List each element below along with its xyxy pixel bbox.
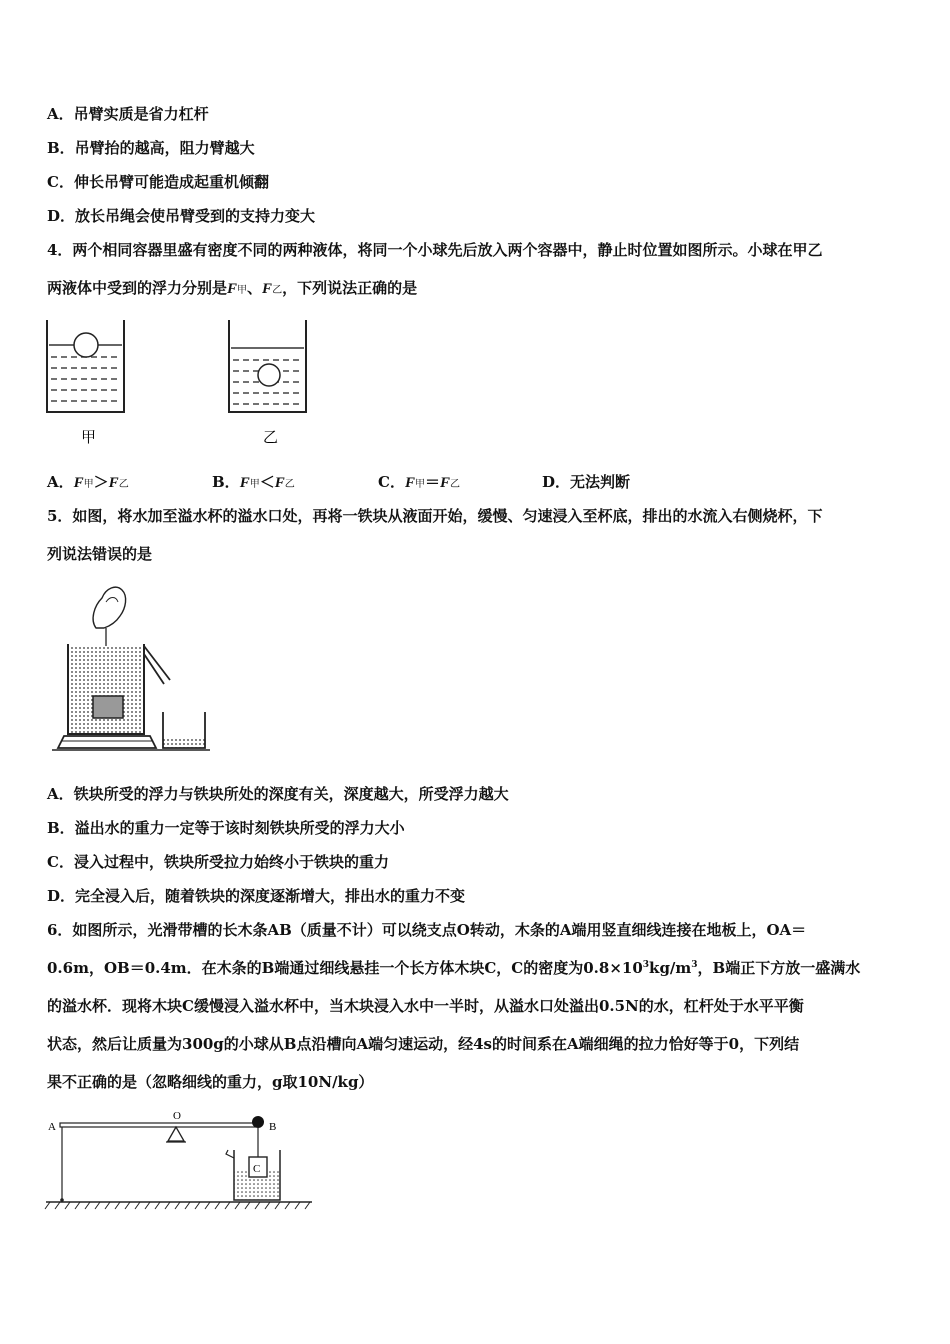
- lever-ab: [60, 1123, 258, 1127]
- label-b: B: [269, 1121, 277, 1133]
- q5-option-c: C．浸入过程中，铁块所受拉力始终小于铁块的重力: [47, 853, 389, 871]
- q3-option-d: D．放长吊绳会使吊臂受到的支持力变大: [47, 207, 316, 225]
- q4-stem-line1: 4．两个相同容器里盛有密度不同的两种液体，将同一个小球先后放入两个容器中，静止时位置如图所示。小球在甲乙: [47, 241, 823, 259]
- q5-option-d: D．完全浸入后，随着铁块的深度逐渐增大，排出水的重力不变: [47, 887, 466, 905]
- q5-overflow-cup-figure: [50, 578, 215, 758]
- q6-lever-figure: [44, 1110, 319, 1215]
- label-o: O: [173, 1110, 181, 1122]
- q4-option-c: C．F甲＝F乙: [378, 473, 460, 491]
- figure-label-jia: 甲: [81, 428, 97, 446]
- ball-yi: [258, 364, 280, 386]
- q4-figure-yi: [227, 318, 312, 448]
- q4-option-d: D．无法判断: [542, 473, 631, 491]
- q6-stem-line4: 状态，然后让质量为300g的小球从B点沿槽向A端匀速运动，经4s的时间系在A端细绳的拉力恰好等于0，下列结: [47, 1035, 800, 1053]
- q5-stem-line2: 列说法错误的是: [47, 545, 153, 563]
- q5-option-b: B．溢出水的重力一定等于该时刻铁块所受的浮力大小: [47, 819, 405, 837]
- q4-option-a: A．F甲＞F乙: [47, 473, 129, 491]
- label-c: C: [253, 1163, 261, 1175]
- ball-b: [252, 1116, 264, 1128]
- q6-stem-line1: 6．如图所示，光滑带槽的长木条AB（质量不计）可以绕支点O转动，木条的A端用竖直细线连接在地板上，OA＝: [47, 921, 807, 939]
- q4-stem-line2: 两液体中受到的浮力分别是F甲、F乙，下列说法正确的是: [47, 279, 418, 297]
- q6-stem-line3: 的溢水杯．现将木块C缓慢浸入溢水杯中，当木块浸入水中一半时，从溢水口处溢出0.5N的水，杠杆处于水平平衡: [47, 997, 804, 1015]
- q3-option-b: B．吊臂抬的越高，阻力臂越大: [47, 139, 255, 157]
- q6-stem-line2: 0.6m，OB＝0.4m．在木条的B端通过细线悬挂一个长方体木块C，C的密度为$0.8\times 10^3kg/m^3$，B端正下方放一盛满水: [47, 959, 861, 977]
- q4-option-b: B．F甲＜F乙: [212, 473, 295, 491]
- q3-option-c: C．伸长吊臂可能造成起重机倾翻: [47, 173, 269, 191]
- q3-option-a: A．吊臂实质是省力杠杆: [47, 105, 209, 123]
- hand-icon: [93, 587, 126, 628]
- figure-label-yi: 乙: [263, 428, 279, 446]
- q5-option-a: A．铁块所受的浮力与铁块所处的深度有关，深度越大，所受浮力越大: [47, 785, 509, 803]
- label-a: A: [48, 1121, 56, 1133]
- ball-jia: [74, 333, 98, 357]
- fulcrum: [168, 1127, 184, 1141]
- q6-stem-line5: 果不正确的是（忽略细线的重力，g取10N/kg）: [47, 1073, 374, 1091]
- q5-stem-line1: 5．如图，将水加至溢水杯的溢水口处，再将一铁块从液面开始，缓慢、匀速浸入至杯底，排出的水流入右侧烧杯，下: [47, 507, 823, 525]
- q4-figure-jia: [45, 318, 130, 448]
